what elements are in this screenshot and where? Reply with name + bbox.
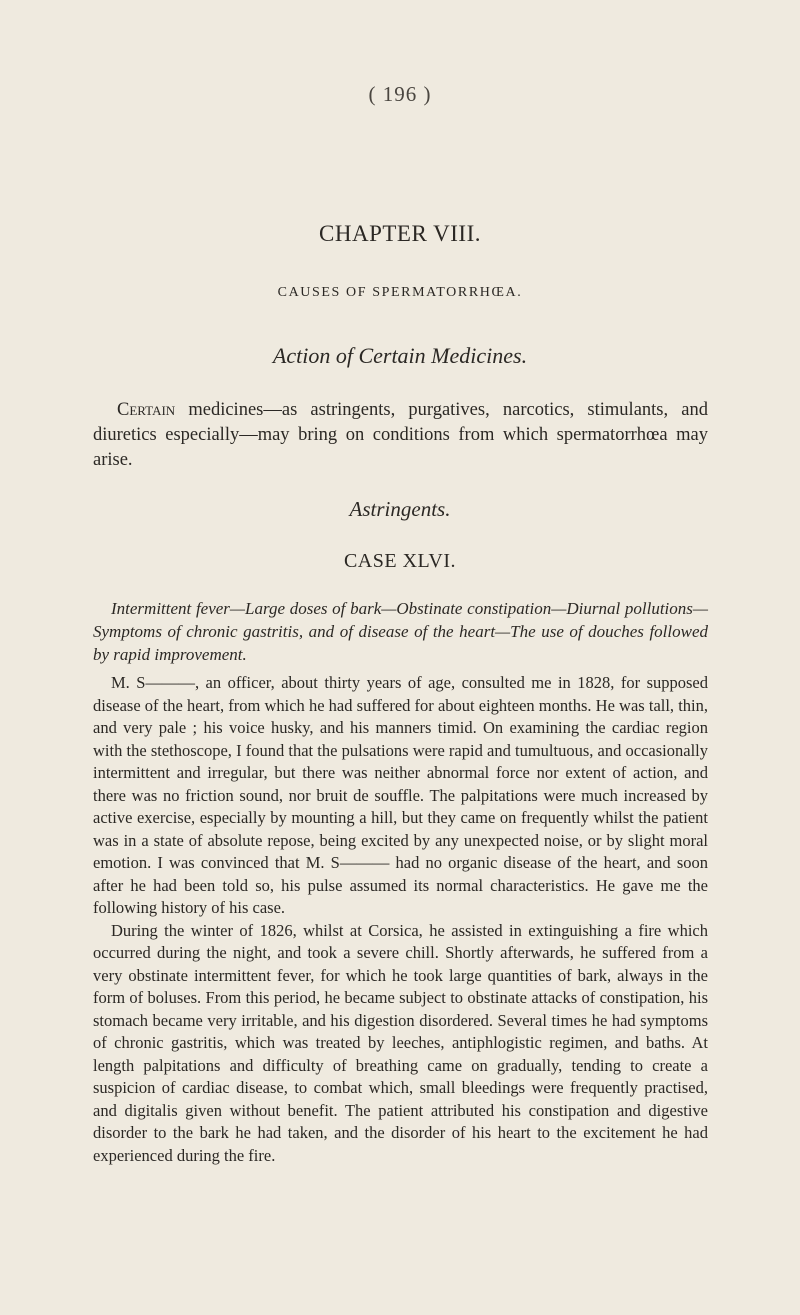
body-paragraph-1: M. S———, an officer, about thirty years of age, consulted me in 1828, for supposed disease of the heart, from which he had suffered for about eighteen months. He was tall, thin, and very pale ; his voice husky, and his manners timid. On examining the cardiac region with the stethoscope, I found that the pulsations were rapid and tumultuous, and occasionally intermittent and irregular, but there was neither abnormal force nor extent of action, and there was no friction sound, nor bruit de souffle. The palpitations were much increased by active exercise, especially by mounting a hill, but they came on frequently whilst the patient was in a state of absolute repose, being excited by any unexpected noise, or by slight moral emotion. I was convinced that M. S——— had no organic disease of the heart, and soon after he had been told so, his pulse assumed its normal characteristics. He gave me the following history of his case. [93,673,708,917]
subsection-heading: Astringents. [349,497,451,521]
case-summary: Intermittent fever—Large doses of bark—Obstinate constipation—Diurnal pollutions—Symptoms of chronic gastritis, and of disease of the heart—The use of douches followed by rapid improvement. [93,599,708,664]
chapter-heading: CHAPTER VIII. [319,221,481,246]
section-heading: Action of Certain Medicines. [272,343,528,368]
page-number: ( 196 ) [368,82,432,106]
intro-text: medicines—as astringents, purgatives, narcotics, stimulants, and diuretics especially—may bring on conditions from which spermatorrhœa may arise. [93,400,708,470]
case-body [93,672,708,1167]
body-paragraph-2: During the winter of 1826, whilst at Corsica, he assisted in extinguishing a fire which occurred during the night, and took a severe chill. Shortly afterwards, he suffered from a very obstinate intermittent fever, for which he took large quantities of bark, always in the form of boluses. From this period, he became subject to obstinate attacks of constipation, his stomach became very irritable, and his digestion disordered. Several times he had symptoms of chronic gastritis, which was treated by leeches, antiphlogistic regimen, and baths. At length palpitations and difficulty of breathing came on gradually, tending to create a suspicion of cardiac disease, to combat which, small bleedings were frequently practised, and digitalis given without benefit. The patient attributed his constipation and digestive disorder to the bark he had taken, and the disorder of his heart to the excitement he had experienced during the fire. [93,920,708,1165]
intro-paragraph [93,398,708,473]
chapter-subtitle: CAUSES OF SPERMATORRHŒA. [277,285,523,300]
case-heading: CASE XLVI. [343,550,457,572]
intro-first-word: Certain [117,400,176,420]
